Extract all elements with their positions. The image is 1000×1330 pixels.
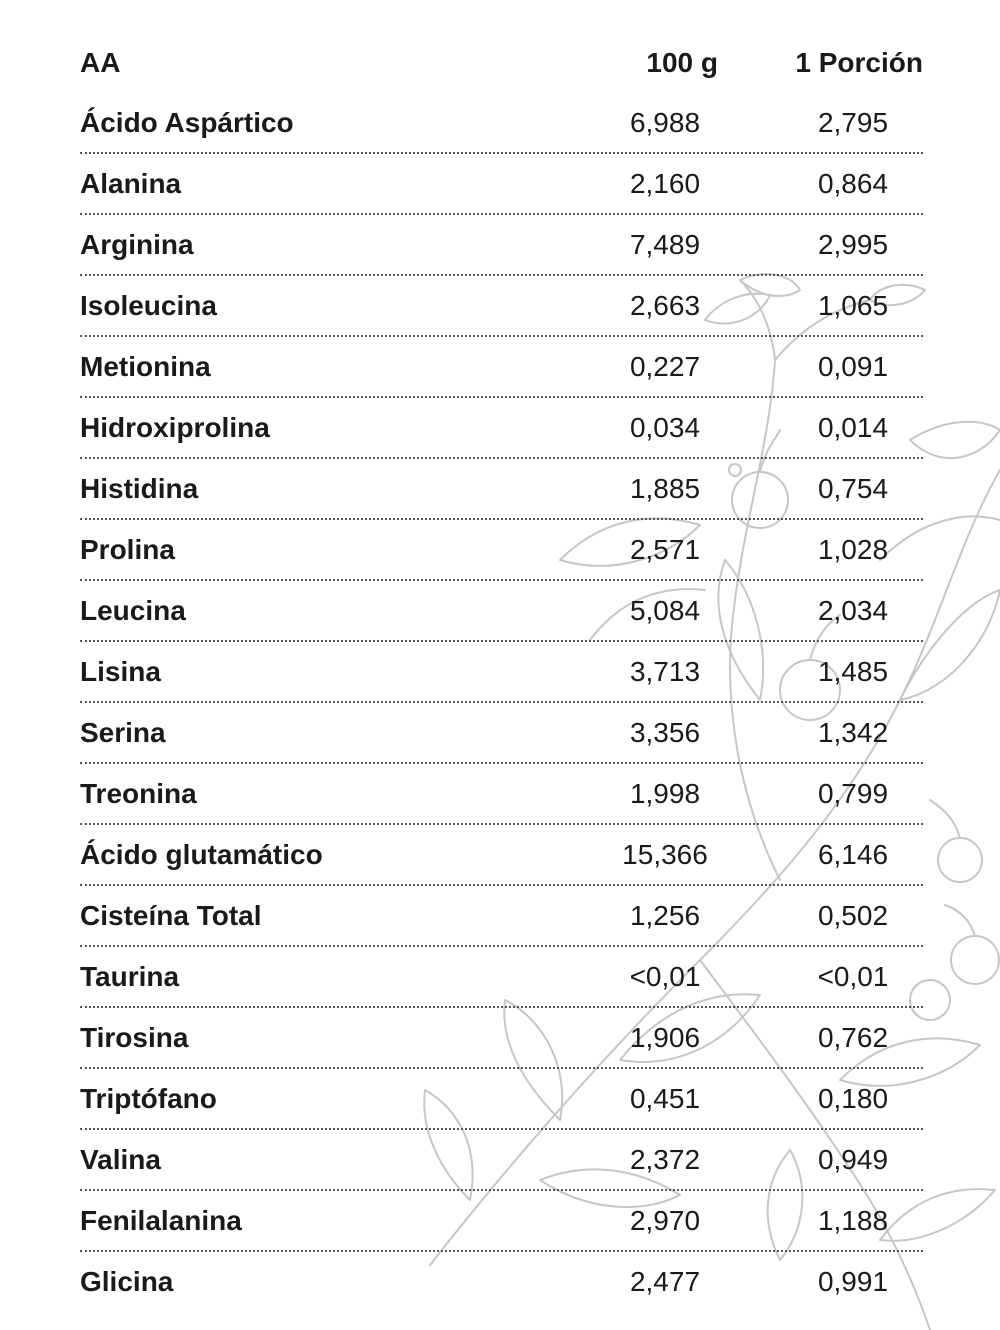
value-per-100g: 7,489 — [629, 228, 701, 260]
amino-acid-name: Tirosina — [80, 1021, 189, 1053]
header-per-portion: 1 Porción — [795, 47, 923, 78]
value-per-portion: 0,180 — [817, 1082, 889, 1114]
value-per-portion: 2,795 — [817, 106, 889, 138]
amino-acid-name: Triptófano — [80, 1082, 217, 1114]
value-per-portion: 2,995 — [817, 228, 889, 260]
value-per-100g: 1,906 — [629, 1021, 701, 1053]
amino-acid-name: Treonina — [80, 777, 197, 809]
header-amino-acid: AA — [80, 47, 121, 78]
table-row — [80, 642, 923, 703]
table-row — [80, 215, 923, 276]
value-per-100g: 2,663 — [629, 289, 701, 321]
table-row — [80, 459, 923, 520]
amino-acid-name: Cisteína Total — [80, 899, 262, 931]
amino-acid-table — [80, 33, 923, 1311]
value-per-100g: 3,713 — [629, 655, 701, 687]
value-per-100g: 2,372 — [629, 1143, 701, 1175]
value-per-portion: 0,091 — [817, 350, 889, 382]
table-row — [80, 703, 923, 764]
table-row — [80, 1008, 923, 1069]
table-row — [80, 1252, 923, 1311]
amino-acid-name: Metionina — [80, 350, 211, 382]
table-row — [80, 1069, 923, 1130]
value-per-100g: 0,451 — [629, 1082, 701, 1114]
value-per-100g: 0,034 — [629, 411, 701, 443]
value-per-100g: 2,160 — [629, 167, 701, 199]
value-per-portion: 6,146 — [817, 838, 889, 870]
value-per-portion: 0,991 — [817, 1265, 889, 1297]
table-row — [80, 337, 923, 398]
value-per-portion: 0,754 — [817, 472, 889, 504]
amino-acid-name: Alanina — [80, 167, 182, 199]
value-per-portion: 0,502 — [817, 899, 889, 931]
amino-acid-name: Hidroxiprolina — [80, 411, 270, 443]
amino-acid-name: Glicina — [80, 1265, 174, 1297]
amino-acid-name: Leucina — [80, 594, 186, 626]
value-per-portion: 1,188 — [817, 1204, 889, 1236]
value-per-portion: 0,799 — [817, 777, 889, 809]
value-per-100g: 3,356 — [629, 716, 701, 748]
amino-acid-name: Fenilalanina — [80, 1204, 242, 1236]
value-per-100g: 0,227 — [629, 350, 701, 382]
table-row — [80, 581, 923, 642]
amino-acid-name: Valina — [80, 1143, 161, 1175]
amino-acid-name: Isoleucina — [80, 289, 217, 321]
table-row — [80, 1130, 923, 1191]
amino-acid-name: Arginina — [80, 228, 194, 260]
value-per-portion: 0,864 — [817, 167, 889, 199]
amino-acid-name: Taurina — [80, 960, 180, 992]
table-row — [80, 886, 923, 947]
value-per-100g: 1,885 — [629, 472, 701, 504]
amino-acid-name: Ácido glutamático — [80, 838, 323, 870]
table-row — [80, 93, 923, 154]
value-per-portion: 1,485 — [817, 655, 889, 687]
amino-acid-name: Serina — [80, 716, 166, 748]
table-body — [80, 93, 923, 1311]
amino-acid-name: Lisina — [80, 655, 161, 687]
table-row — [80, 154, 923, 215]
table-header-row — [80, 33, 923, 93]
amino-acid-name: Histidina — [80, 472, 199, 504]
value-per-100g: 2,571 — [629, 533, 701, 565]
table-row — [80, 764, 923, 825]
value-per-100g: 2,970 — [629, 1204, 701, 1236]
header-per-100g: 100 g — [646, 47, 718, 78]
value-per-100g: 5,084 — [629, 594, 701, 626]
table-row — [80, 398, 923, 459]
value-per-portion: 2,034 — [817, 594, 889, 626]
value-per-portion: 0,014 — [817, 411, 889, 443]
value-per-portion: <0,01 — [817, 960, 889, 992]
value-per-portion: 0,949 — [817, 1143, 889, 1175]
value-per-100g: <0,01 — [629, 960, 701, 992]
value-per-100g: 1,998 — [629, 777, 701, 809]
value-per-100g: 1,256 — [629, 899, 701, 931]
table-row — [80, 947, 923, 1008]
value-per-portion: 1,342 — [817, 716, 889, 748]
value-per-100g: 15,366 — [622, 838, 708, 870]
table-row — [80, 825, 923, 886]
table-row — [80, 520, 923, 581]
value-per-portion: 0,762 — [817, 1021, 889, 1053]
value-per-100g: 6,988 — [629, 106, 701, 138]
value-per-portion: 1,028 — [817, 533, 889, 565]
value-per-portion: 1,065 — [817, 289, 889, 321]
table-row — [80, 276, 923, 337]
value-per-100g: 2,477 — [629, 1265, 701, 1297]
amino-acid-name: Prolina — [80, 533, 175, 565]
table-row — [80, 1191, 923, 1252]
amino-acid-name: Ácido Aspártico — [80, 106, 294, 138]
